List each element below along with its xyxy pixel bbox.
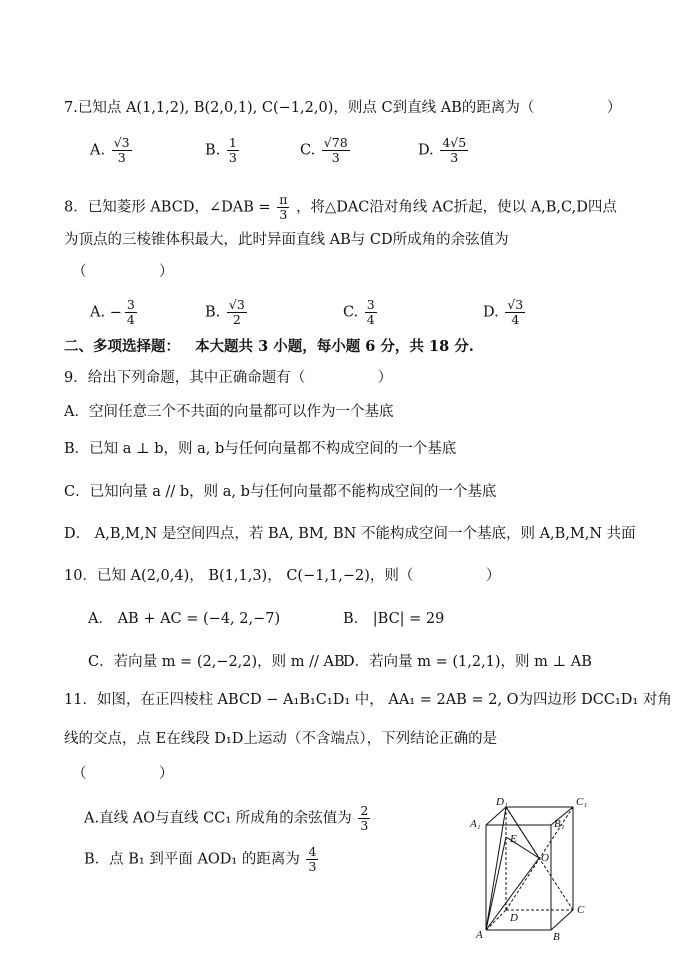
label-d1: D₁	[496, 796, 508, 808]
label-c: C	[577, 904, 585, 916]
q11-stem-line2: 线的交点，点 E在线段 D₁D上运动（不含端点），下列结论正确的是	[64, 731, 498, 747]
fraction: $\frac{√3}{2}$	[228, 297, 245, 327]
q8-stem-line2: 为顶点的三棱锥体积最大，此时异面直线 AB与 CD所成角的余弦值为	[64, 232, 509, 248]
q11-option-b: B．点 B₁ 到平面 AOD₁ 的距离为 $\frac{4}{3}$	[84, 844, 317, 874]
q7-option-b: B. $\frac{1}{3}$	[205, 135, 237, 165]
q11-stem-line3: （ ）	[72, 766, 174, 782]
fraction: $\frac{4}{3}$	[308, 844, 317, 874]
fraction: $\frac{\pi}{3}$	[279, 192, 288, 222]
q9-option-b: B．已知 a ⊥ b，则 a, b与任何向量都不构成空间的一个基底	[64, 441, 457, 457]
fraction: $\frac{4√5}{3}$	[442, 135, 467, 165]
fraction: $\frac{2}{3}$	[360, 803, 369, 833]
edge-bc	[551, 910, 573, 930]
label-c1: C₁	[576, 796, 588, 808]
q10-option-a: A． AB + AC = (−4, 2,−7)	[88, 611, 281, 627]
q10-option-b: B． |BC| = 29	[343, 611, 445, 627]
fraction: $\frac{1}{3}$	[228, 135, 237, 165]
label-e: E	[510, 833, 517, 845]
q9-option-d: D． A,B,M,N 是空间四点，若 BA, BM, BN 不能构成空间一个基底，则 A,B,M,N 共面	[64, 526, 636, 542]
section-header: 二、多项选择题： 本大题共 3 小题，每小题 6 分，共 18 分.	[64, 338, 474, 355]
q10-option-d: D．若向量 m = (1,2,1)，则 m ⊥ AB	[343, 654, 592, 670]
label-b: B	[553, 931, 560, 943]
q8-stem-line3: （ ）	[72, 264, 174, 280]
label-a1: A₁	[470, 818, 481, 830]
label-o: O	[541, 852, 549, 864]
q8-stem-line1: 8．已知菱形 ABCD，∠DAB = $\frac{\pi}{3}$ ，将△DAC沿对角线 AC折起，使以 A,B,C,D四点	[64, 192, 617, 222]
q8-option-c: C. $\frac{3}{4}$	[343, 297, 375, 327]
q9-stem: 9．给出下列命题，其中正确命题有（ ）	[64, 370, 393, 386]
q8-option-d: D. $\frac{√3}{4}$	[483, 297, 524, 327]
label-d: D	[510, 912, 518, 924]
q8-option-b: B. $\frac{√3}{2}$	[205, 297, 245, 327]
label-b1: B₁	[554, 818, 565, 830]
fraction: $\frac{3}{4}$	[126, 297, 135, 327]
q7-option-a: A. $\frac{√3}{3}$	[90, 135, 130, 165]
fraction: $\frac{√3}{3}$	[113, 135, 130, 165]
q7-option-c: C. $\frac{√78}{3}$	[300, 135, 348, 165]
label-a: A	[476, 929, 483, 941]
edge-d1a1	[486, 807, 506, 825]
q9-option-c: C．已知向量 a // b，则 a, b与任何向量都不能构成空间的一个基底	[64, 484, 497, 500]
q11-option-a: A.直线 AO与直线 CC₁ 所成角的余弦值为 $\frac{2}{3}$	[84, 803, 369, 833]
q7-option-d: D. $\frac{4√5}{3}$	[418, 135, 467, 165]
q7-stem: 7.已知点 A(1,1,2), B(2,0,1), C(−1,2,0)，则点 C到直线 AB的距离为（ ）	[64, 100, 622, 116]
q9-option-a: A．空间任意三个不共面的向量都可以作为一个基底	[64, 404, 394, 420]
q10-option-c: C．若向量 m = (2,−2,2)，则 m // AB	[88, 654, 345, 670]
q11-stem-line1: 11．如图，在正四棱柱 ABCD − A₁B₁C₁D₁ 中， AA₁ = 2AB = 2, O为四边形 DCC₁D₁ 对角	[64, 692, 672, 708]
q8-option-a: A. − $\frac{3}{4}$	[90, 297, 135, 327]
prism-figure	[468, 795, 598, 945]
fraction: $\frac{√3}{4}$	[507, 297, 524, 327]
fraction: $\frac{3}{4}$	[366, 297, 375, 327]
fraction: $\frac{√78}{3}$	[323, 135, 348, 165]
q10-stem: 10．已知 A(2,0,4)， B(1,1,3)， C(−1,1,−2)，则（ ）	[64, 568, 501, 584]
